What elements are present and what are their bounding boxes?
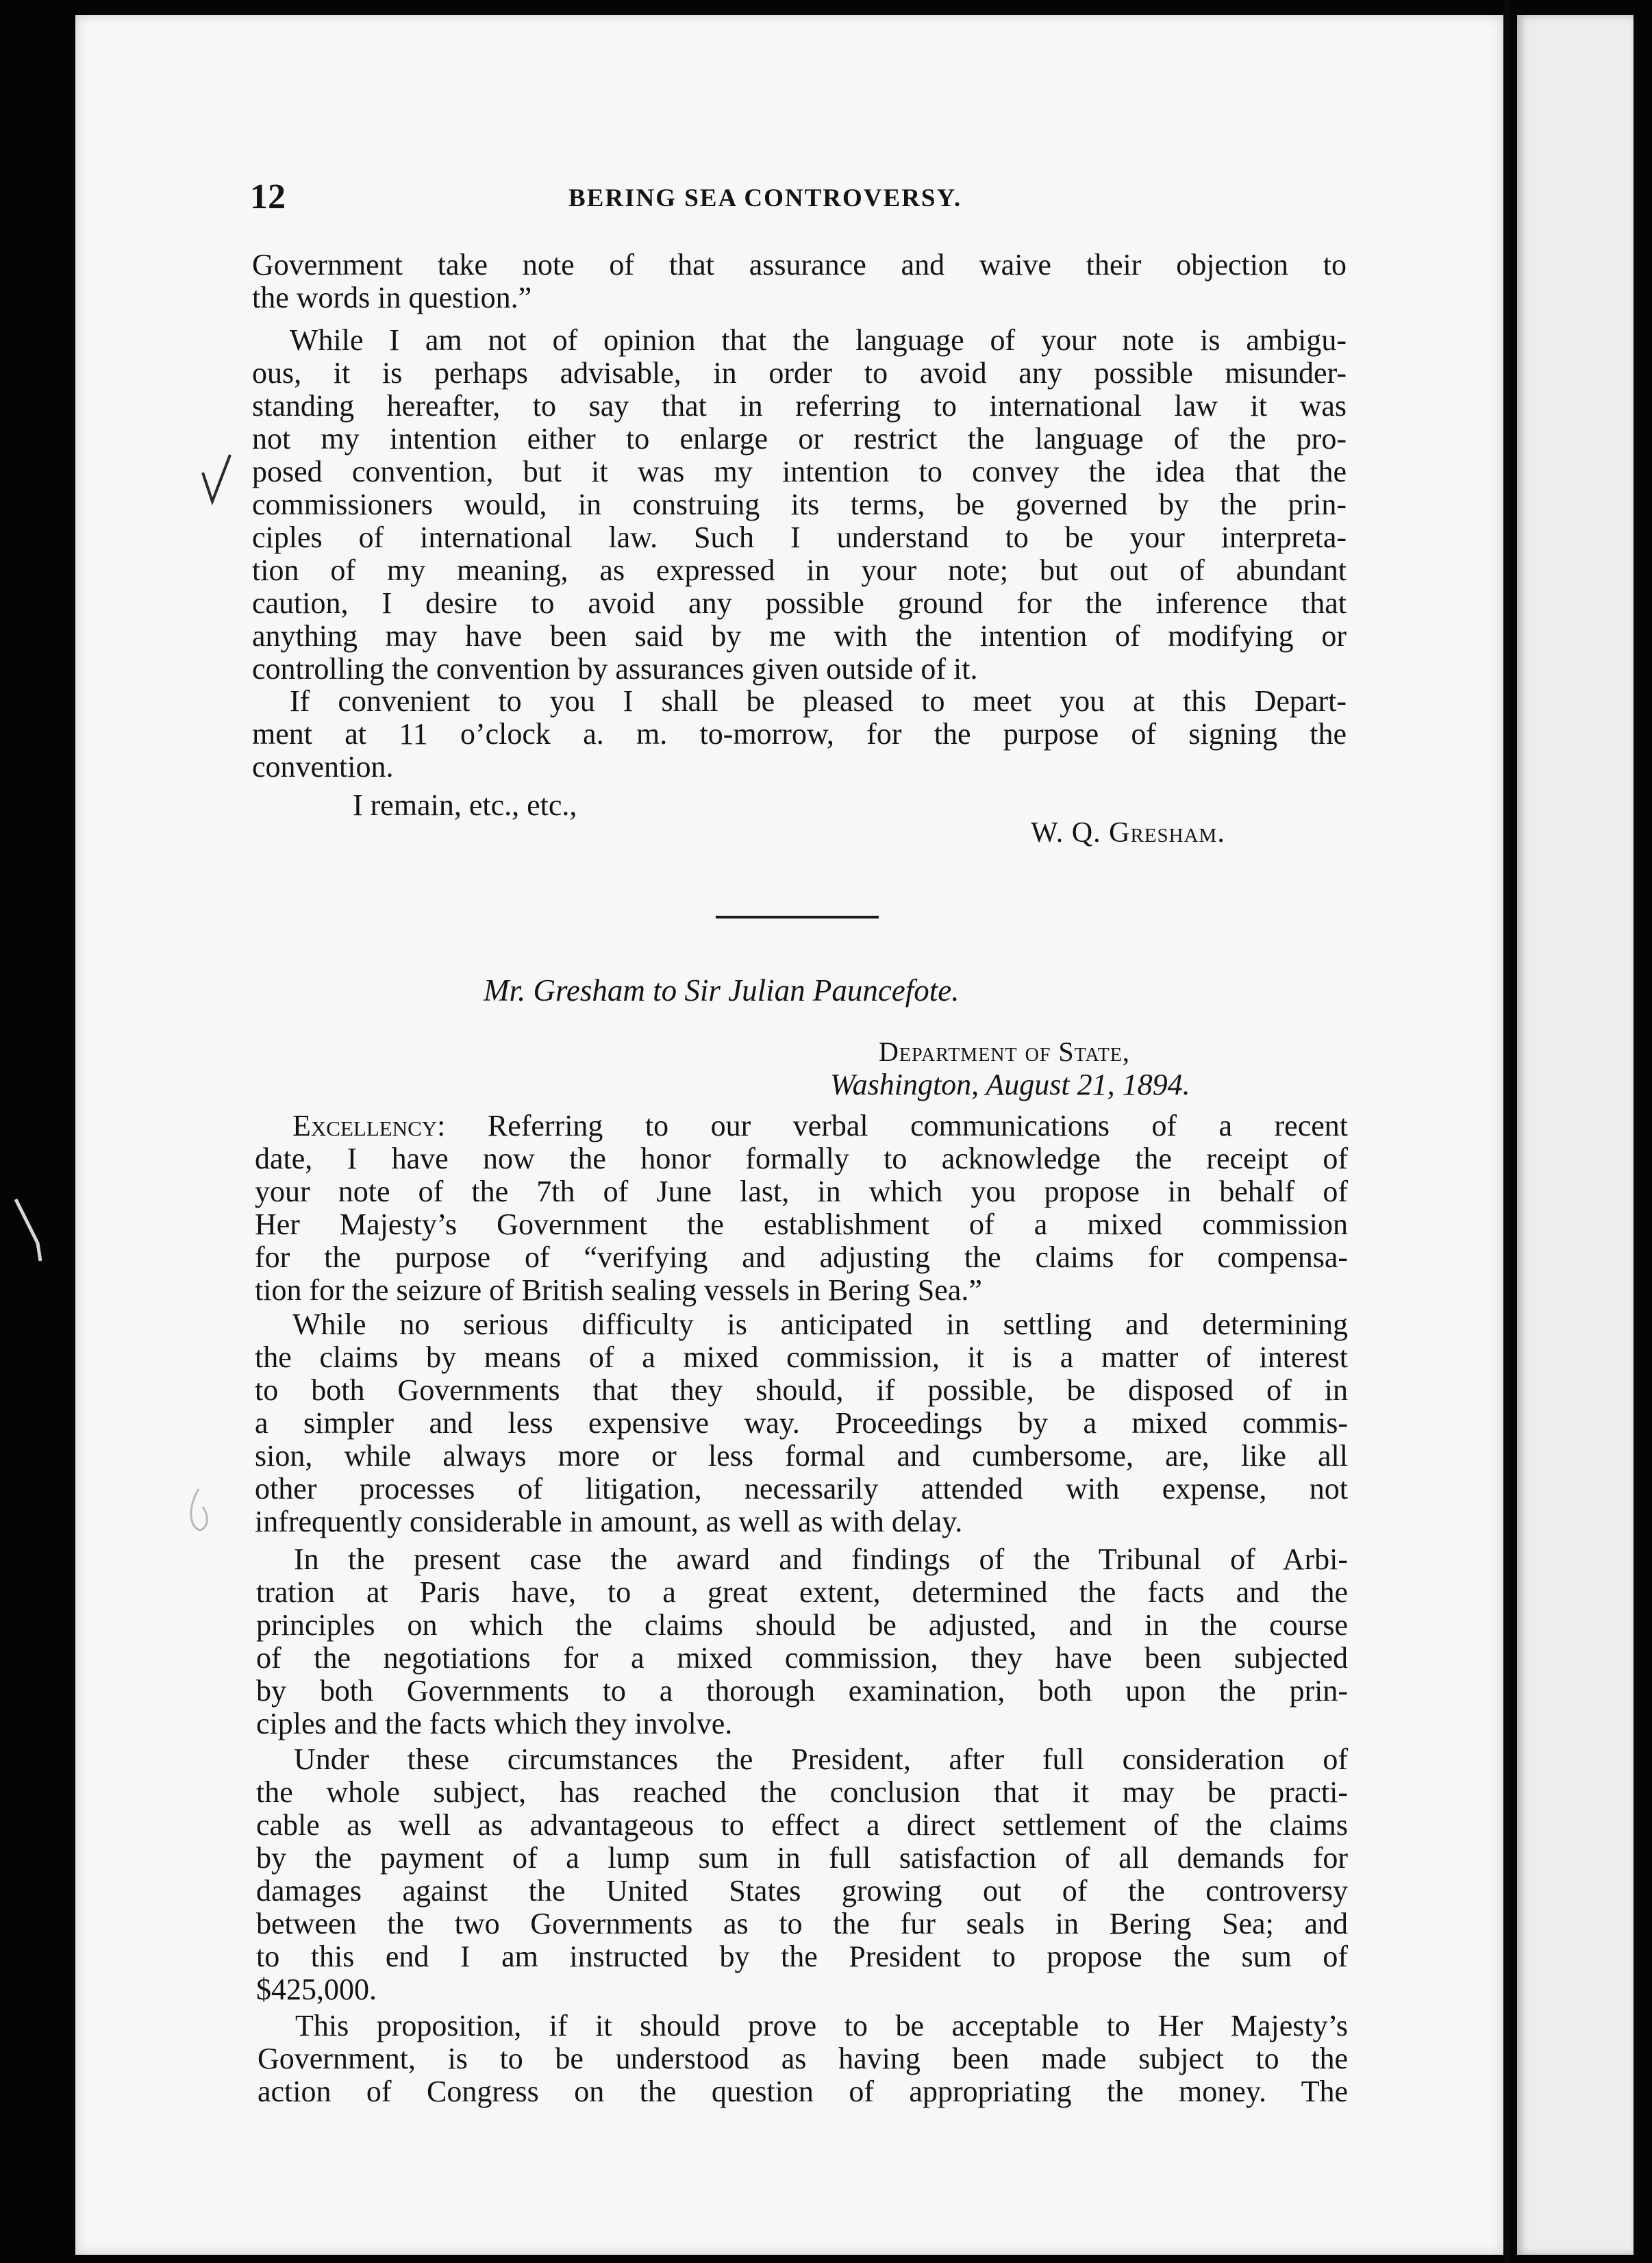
letter-heading: Mr. Gresham to Sir Julian Pauncefote. [484,973,960,1008]
text-line: anything may have been said by me with the intention of modifying or [252,619,1347,653]
handwritten-check-mark-icon [200,452,234,507]
text-line: standing hereafter, to say that in referring to international law it was [252,389,1347,423]
text-line [255,1110,1348,1142]
text-line: Her Majesty’s Government the establishment of a mixed commission [255,1208,1348,1241]
letter-one-paragraph-3 [252,685,1347,784]
text-line: cable as well as advantageous to effect a direct settlement of the claims [256,1808,1348,1842]
letter-two-paragraph-2 [255,1308,1348,1538]
binding-gutter [1503,0,1510,2263]
text-line: sion, while always more or less formal and cumbersome, are, like all [255,1439,1348,1473]
salutation: Excellency: [292,1109,446,1142]
text-line: controlling the convention by assurances given outside of it. [252,652,978,686]
signature-initials: W. Q. [1031,817,1110,849]
text-line: ous, it is perhaps advisable, in order to avoid any possible misunder- [252,356,1347,390]
letter-closing: I remain, etc., etc., [353,788,577,822]
adjacent-page-edge [1517,15,1634,2255]
letter-one-paragraph-2 [252,324,1347,686]
running-title: BERING SEA CONTROVERSY. [568,184,962,212]
text-line: While I am not of opinion that the language of your note is ambigu- [290,323,1347,357]
text-line: your note of the 7th of June last, in which you propose in behalf of [255,1175,1348,1208]
text-line: the claims by means of a mixed commission, it is a matter of interest [255,1340,1348,1374]
text-line: tion of my meaning, as expressed in your note; but out of abundant [252,553,1347,587]
text-line: to this end I am instructed by the President to propose the sum of [256,1940,1348,1973]
margin-smudge-icon [185,1486,212,1534]
letter-date-line: Washington, August 21, 1894. [830,1068,1190,1101]
text-line: Government take note of that assurance and waive their objection to [252,248,1347,282]
signature [1031,816,1225,849]
text-line: caution, I desire to avoid any possible ground for the inference that [252,586,1347,620]
text-line: by both Governments to a thorough examination, both upon the prin- [256,1674,1348,1708]
text-line: principles on which the claims should be adjusted, and in the course [256,1608,1348,1642]
text-line: tration at Paris have, to a great extent, determined the facts and the [256,1575,1348,1609]
text-line: by the payment of a lump sum in full satisfaction of all demands for [256,1841,1348,1875]
letter-two-paragraph-4 [256,1743,1348,2006]
text-line: convention. [252,750,394,784]
text-line: tion for the seizure of British sealing vessels in Bering Sea.” [255,1273,982,1307]
letter-one-paragraph-1 [252,249,1347,314]
text-line: Government, is to be understood as having been made subject to the [258,2042,1348,2075]
letter-two-paragraph-5 [258,2010,1348,2108]
text-line: In the present case the award and findings of the Tribunal of Arbi- [294,1542,1348,1576]
text-line: This proposition, if it should prove to be acceptable to Her Majesty’s [295,2009,1348,2042]
text-line: other processes of litigation, necessarily attended with expense, not [255,1472,1348,1505]
text-line: While no serious difficulty is anticipated in settling and determining [292,1308,1348,1341]
text-line: a simpler and less expensive way. Proceedings by a mixed commis- [255,1406,1348,1440]
text-line: ment at 11 o’clock a. m. to-morrow, for the purpose of signing the [252,717,1347,751]
text-line: If convenient to you I shall be pleased to meet you at this Depart- [290,684,1347,718]
text-line: damages against the United States growing out of the controversy [256,1874,1348,1908]
text-line: of the negotiations for a mixed commission, they have been subjected [256,1641,1348,1675]
letter-two-paragraph-3 [256,1543,1348,1740]
text-line: between the two Governments as to the fur seals in Bering Sea; and [256,1907,1348,1940]
text-line: Under these circumstances the President, after full consideration of [294,1742,1348,1776]
text-line: the whole subject, has reached the conclusion that it may be practi- [256,1775,1348,1809]
page-number: 12 [250,177,286,216]
signature-name: Gresham. [1109,817,1225,849]
letter-two-paragraph-1 [255,1110,1348,1307]
department-heading: Department of State, [879,1036,1130,1067]
text-line: for the purpose of “verifying and adjusting the claims for compensa- [255,1240,1348,1274]
text-line: ciples of international law. Such I understand to be your interpreta- [252,521,1347,554]
text-span: Referring to our verbal communications of a recent [445,1109,1348,1142]
text-line: infrequently considerable in amount, as well as with delay. [255,1505,963,1538]
text-line: the words in question.” [252,281,532,314]
text-line: date, I have now the honor formally to acknowledge the receipt of [255,1142,1348,1175]
section-divider [716,916,879,918]
text-line: commissioners would, in construing its terms, be governed by the prin- [252,488,1347,521]
text-line: to both Governments that they should, if possible, be disposed of in [255,1373,1348,1407]
text-line: $425,000. [256,1973,377,2006]
text-line: action of Congress on the question of appropriating the money. The [258,2075,1348,2108]
text-line: not my intention either to enlarge or restrict the language of the pro- [252,422,1347,455]
text-line: ciples and the facts which they involve. [256,1707,733,1740]
edge-pencil-stroke-icon [10,1195,51,1264]
text-line: posed convention, but it was my intention to convey the idea that the [252,455,1347,488]
